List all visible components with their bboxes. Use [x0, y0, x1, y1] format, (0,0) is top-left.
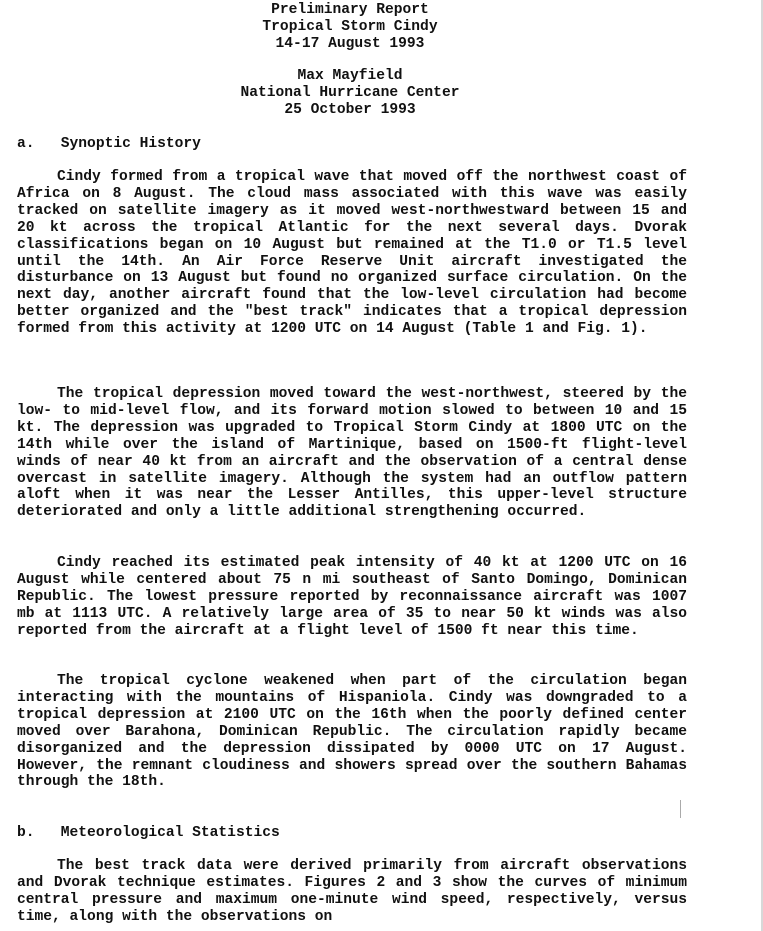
- author-name: Max Mayfield: [297, 68, 403, 84]
- paragraph: The best track data were derived primarily from aircraft observations and Dvorak technique estimates. Figures 2 and 3 show the curves of minimum central pressure and maximum one-minute wind speed, respectively, versus time, along with the observations on: [17, 858, 687, 925]
- section-heading-meteorological-statistics: b. Meteorological Statistics: [17, 825, 280, 841]
- paragraph: The tropical cyclone weakened when part of the circulation began interacting with the mountains of Hispaniola. Cindy was downgraded to a tropical depression at 2100 UTC on the 16th when the poorly defined center moved over Barahona, Dominican Republic. The circulation rapidly became disorganized and the depression dissipated by 0000 UTC on 17 August. However, the remnant cloudiness and showers spread over the southern Bahamas through the 18th.: [17, 673, 687, 791]
- report-title-block: [0, 2, 700, 53]
- storm-dates: 14-17 August 1993: [275, 36, 425, 52]
- scan-artifact: [680, 800, 681, 818]
- author-block: [0, 68, 700, 119]
- paragraph: The tropical depression moved toward the west-northwest, steered by the low- to mid-level flow, and its forward motion slowed to between 10 and 15 kt. The depression was upgraded to Tropical Storm Cindy at 1800 UTC on the 14th while over the island of Martinique, based on 1500-ft flight-level winds of near 40 kt from an aircraft and the observation of a central dense overcast in satellite imagery. Although the system had an outflow pattern aloft when it was near the Lesser Antilles, this upper-level structure deteriorated and only a little additional strengthening occurred.: [17, 386, 687, 521]
- storm-name: Tropical Storm Cindy: [262, 19, 438, 35]
- paragraph: Cindy reached its estimated peak intensity of 40 kt at 1200 UTC on 16 August while centered about 75 n mi southeast of Santo Domingo, Dominican Republic. The lowest pressure reported by reconnaissance aircraft was 1007 mb at 1113 UTC. A relatively large area of 35 to near 50 kt winds was also reported from the aircraft at a flight level of 1500 ft near this time.: [17, 555, 687, 639]
- paragraph: Cindy formed from a tropical wave that moved off the northwest coast of Africa on 8 August. The cloud mass associated with this wave was easily tracked on satellite imagery as it moved west-northwestward between 15 and 20 kt across the tropical Atlantic for the next several days. Dvorak classifications began on 10 August but remained at the T1.0 or T1.5 level until the 14th. An Air Force Reserve Unit aircraft investigated the disturbance on 13 August but found no organized surface circulation. On the next day, another aircraft found that the low-level circulation had become better organized and the "best track" indicates that a tropical depression formed from this activity at 1200 UTC on 14 August (Table 1 and Fig. 1).: [17, 169, 687, 338]
- organization: National Hurricane Center: [240, 85, 460, 101]
- report-type: Preliminary Report: [271, 2, 429, 18]
- report-date: 25 October 1993: [284, 102, 416, 118]
- section-heading-synoptic-history: a. Synoptic History: [17, 136, 201, 152]
